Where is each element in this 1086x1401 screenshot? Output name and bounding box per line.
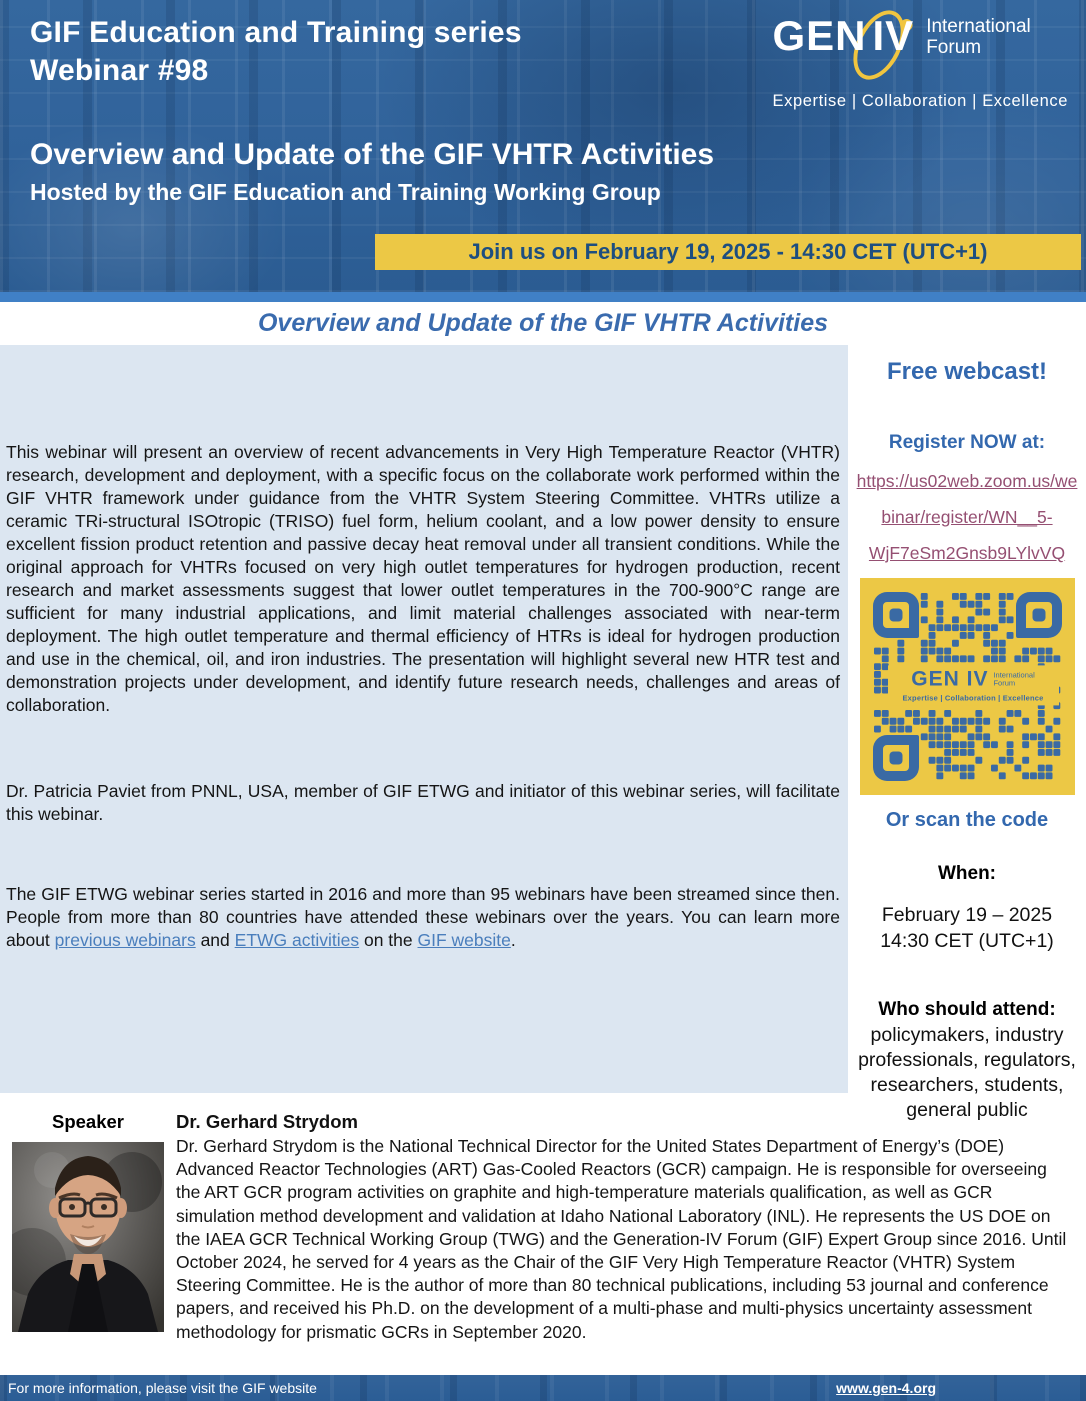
- footer-bar: [0, 1375, 1086, 1401]
- who-should-attend-value: policymakers, industry professionals, regulators, researchers, students, general public: [858, 1024, 1076, 1121]
- registration-link-line2[interactable]: binar/register/WN__5-: [881, 507, 1053, 527]
- speaker-name: Dr. Gerhard Strydom: [176, 1111, 358, 1132]
- series-title: [30, 14, 522, 90]
- hero-main-title: Overview and Update of the GIF VHTR Activities: [30, 138, 715, 171]
- content-area: [0, 345, 1086, 1121]
- speaker-bio-column: [176, 1111, 1076, 1375]
- qr-finder-icon: [873, 735, 919, 781]
- speaker-bio: Dr. Gerhard Strydom is the National Technical Director for the United States Department of Energy’s (DOE) Advanced Reactor Technologies (ART) Gas-Cooled Reactors (GCR) campaign. He is responsible for overseeing the ART GCR program activities on graphite and high-temperature materials qualification, as well as GCR simulation method development and validation at Idaho National Laboratory (INL). He represents the US DOE on the IAEA GCR Technical Working Group (TWG) and the Generation-IV Forum (GIF) Expert Group since 2016. Until October 2024, he served for 4 years as the Chair of the GIF Very High Temperature Reactor (VHTR) System Steering Committee. He is the author of more than 80 technical publications, including 53 journal and conference papers, and received his Ph.D. on the development of a multi-phase and multi-physics uncertainty assessment methodology for prismatic GCRs in September 2020.: [176, 1136, 1067, 1342]
- registration-link-line3[interactable]: WjF7eSm2Gnsb9LYlvVQ: [868, 543, 1066, 563]
- paragraph-series-info: [6, 883, 840, 952]
- free-webcast-heading: Free webcast!: [886, 358, 1048, 385]
- hero-titles: [30, 138, 714, 207]
- registration-sidebar: [848, 345, 1086, 1121]
- gen-iv-logo: [772, 14, 1068, 111]
- logo-forum-text: [926, 16, 1031, 58]
- footer-info-text: For more information, please visit the GIF website: [8, 1380, 317, 1396]
- paragraph-facilitator: Dr. Patricia Paviet from PNNL, USA, member of GIF ETWG and initiator of this webinar series, will facilitate this webinar.: [6, 781, 840, 824]
- section-title: Overview and Update of the GIF VHTR Activities: [0, 302, 1086, 345]
- logo-forum-line2: Forum: [926, 37, 982, 58]
- hero-header: [0, 0, 1086, 302]
- speaker-photo: [12, 1142, 164, 1332]
- scan-code-caption: Or scan the code: [885, 809, 1049, 831]
- speaker-label: Speaker: [52, 1111, 124, 1132]
- when-value: [848, 902, 1086, 954]
- description-panel: [0, 345, 848, 1093]
- qr-finder-icon: [873, 592, 919, 638]
- logo-forum-line1: International: [926, 16, 1031, 37]
- qr-center-logo: [888, 665, 1059, 705]
- text-segment: .: [510, 930, 516, 950]
- series-title-line2: Webinar #98: [30, 54, 209, 87]
- gif-website-link[interactable]: GIF website: [417, 930, 511, 950]
- etwg-activities-link[interactable]: ETWG activities: [234, 930, 360, 950]
- speaker-photo-column: [0, 1111, 176, 1375]
- qr-code: [860, 578, 1075, 795]
- qr-finder-icon: [1016, 592, 1062, 638]
- text-segment: on the: [359, 930, 418, 950]
- when-date-line: February 19 – 2025: [881, 904, 1053, 926]
- paragraph-abstract: This webinar will present an overview of recent advancements in Very High Temperature Reactor (VHTR) research, development and deployment, with a specific focus on the collaborate work performed within the GIF VHTR framework under guidance from the VHTR System Steering Committee. VHTRs utilize a ceramic TRi-structural ISOtropic (TRISO) fuel form, helium coolant, and a low power density to ensure excellent fission product retention and passive decay heat removal under all transient conditions. While the original approach for VHTRs focused on very high outlet temperatures for hydrogen production, recent research and market assessments suggest that lower outlet temperatures in the 700-900°C range are sufficient for many industrial applications, and limit material challenges associated with near-term deployment. The high outlet temperature and thermal efficiency of HTRs is ideal for hydrogen production and use in the chemical, oil, and iron industries. The presentation will highlight several new HTR test and demonstration projects under development, and identify future research needs, challenges and areas of collaboration.: [6, 442, 840, 715]
- qr-logo-forum-line2: Forum: [993, 677, 1016, 687]
- hero-subtitle: Hosted by the GIF Education and Training Working Group: [30, 179, 661, 205]
- date-banner: Join us on February 19, 2025 - 14:30 CET (UTC+1): [375, 234, 1081, 270]
- logo-iv-text: IV: [872, 12, 915, 59]
- qr-logo-geniv-text: GEN IV: [911, 666, 989, 690]
- registration-link-line1[interactable]: https://us02web.zoom.us/we: [856, 471, 1078, 491]
- qr-logo-tagline: Expertise | Collaboration | Excellence: [902, 692, 1044, 702]
- when-label: When:: [937, 863, 997, 884]
- text-segment: and: [195, 930, 235, 950]
- previous-webinars-link[interactable]: previous webinars: [54, 930, 196, 950]
- speaker-section: [0, 1093, 1086, 1375]
- qr-logo-forum-line1: International: [993, 669, 1035, 679]
- who-should-attend-label: Who should attend:: [878, 999, 1056, 1020]
- logo-tagline: Expertise | Collaboration | Excellence: [772, 92, 1068, 110]
- register-now-label: Register NOW at:: [888, 432, 1046, 453]
- series-title-line1: GIF Education and Training series: [30, 16, 522, 49]
- footer-website-link[interactable]: www.gen-4.org: [836, 1380, 936, 1396]
- registration-link[interactable]: [848, 463, 1086, 571]
- text-segment: The GIF ETWG webinar series started in 2016 and more than 95 webinars have been streamed since then. People from more than 80 countries have attended these webinars over the years. You can learn more about: [6, 884, 840, 950]
- logo-gen-text: GEN: [772, 12, 867, 59]
- qr-logo-forum-text: [993, 671, 1034, 687]
- when-time-line: 14:30 CET (UTC+1): [880, 930, 1054, 952]
- gen-iv-logo-wordmark: [772, 14, 1068, 82]
